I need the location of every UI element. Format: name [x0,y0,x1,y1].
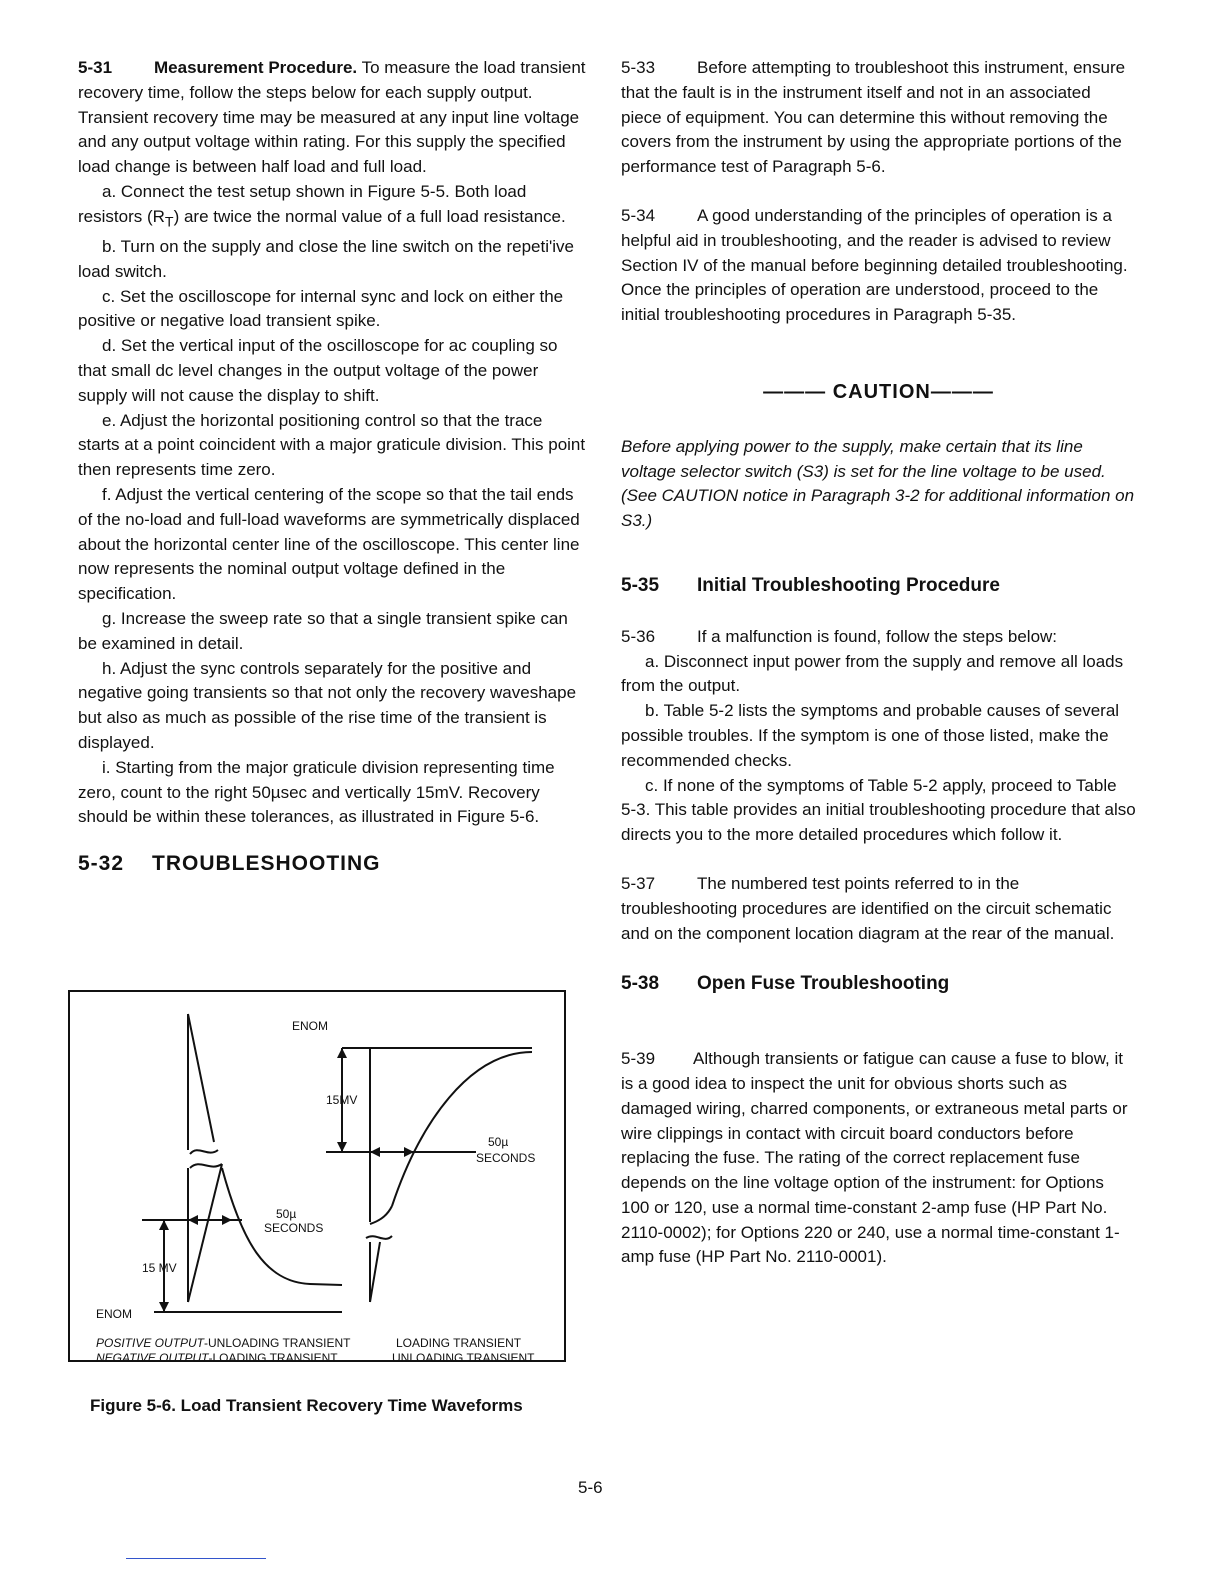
paragraph-5-33 [621,56,1136,180]
figure-5-6 [68,990,566,1362]
left-spike-upper [188,1014,214,1142]
section-title: Open Fuse Troubleshooting [697,973,950,995]
legend-positive-value: -UNLOADING TRANSIENT [204,1336,351,1350]
caution-heading: ——— CAUTION——— [763,380,994,403]
paragraph-5-39 [621,1047,1136,1270]
section-heading-5-35 [621,574,1136,599]
time-left-label-2: SECONDS [264,1221,324,1235]
paragraph-5-34 [621,204,1136,328]
legend-right-1: LOADING TRANSIENT [396,1336,522,1350]
paragraph-text: If a malfunction is found, follow the steps below: [697,626,1058,646]
paragraph-heading: Measurement Procedure. [154,58,358,77]
enom-top-label: ENOM [292,1019,328,1033]
right-break-upper [370,1206,392,1224]
step-e: e. Adjust the horizontal positioning control so that the trace starts at a point coincident with a major graticule division. This point then represents time zero. [78,410,586,480]
paragraph-number: 5-33 [621,58,656,77]
time-right-label-1: 50µ [488,1135,509,1149]
paragraph-text: To measure the load transient recovery time, follow the steps below for each supply output. Transient recovery time may be measured at any input line voltage and any output voltage within rating. For this supply the specified load change is between half load and full load. [78,58,586,177]
left-column [78,56,586,877]
time-right-label-2: SECONDS [476,1151,536,1165]
section-number: 5-32 [78,852,125,876]
section-number: 5-35 [621,574,660,596]
paragraph-number: 5-36 [621,626,656,646]
section-heading-5-38 [621,972,1136,997]
paragraph-text: The numbered test points referred to in the troubleshooting procedures are identified on the circuit schematic and on the component location diagram at the rear of the manual. [621,873,1115,943]
legend-right-2: UNLOADING TRANSIENT [392,1351,535,1364]
step-a [78,180,586,235]
step-a: a. Disconnect input power from the supply and remove all loads from the output. [621,651,1124,696]
step-h: h. Adjust the sync controls separately for the positive and negative going transients so that not only the recovery waveshape but also as much as possible of the rise time of the transient is displayed. [78,658,577,752]
paragraph-text: A good understanding of the principles of operation is a helpful aid in troubleshooting, and the reader is advised to review Section IV of the manual before beginning detailed troubleshooting. Once the principles of operation are understood, proceed to the initial troubleshooting procedures in Paragraph 5-35. [621,205,1128,325]
footer-rule [126,1558,266,1559]
legend-negative-value: -LOADING TRANSIENT [208,1351,338,1364]
mv-right-label: 15MV [326,1093,358,1107]
right-spike-lower [370,1242,380,1302]
left-break-upper [190,1150,218,1154]
enom-bottom-label: ENOM [96,1307,132,1321]
paragraph-text: Although transients or fatigue can cause a fuse to blow, it is a good idea to inspect the unit for obvious shorts such as damaged wiring, charred components, or extraneous metal parts or wire clippings in contact with circuit board conductors before replacing the fuse. The rating of the correct replacement fuse depends on the line voltage option of the instrument: for Options 100 or 120, use a normal time-constant 2-amp fuse (HP Part No. 2110-0002); for Options 220 or 240, use a normal time-constant 1-amp fuse (HP Part No. 2110-0001). [621,1049,1128,1267]
section-title: TROUBLESHOOTING [152,852,381,876]
paragraph-5-37 [621,872,1136,946]
step-b: b. Turn on the supply and close the line switch on the repeti'ive load switch. [78,236,574,281]
step-a-text-2: ) are twice the normal value of a full load resistance. [173,206,566,226]
left-break-lower [190,1164,222,1168]
paragraph-5-36 [621,625,1136,650]
legend-negative-label: NEGATIVE OUTPUT [96,1351,209,1364]
caution-text: Before applying power to the supply, make certain that its line voltage selector switch (S3) is set for the line voltage to be used. (See CAUTION notice in Paragraph 3-2 for additional information on S3.) [621,436,1135,531]
section-number: 5-38 [621,973,660,995]
page-number: 5-6 [578,1478,603,1497]
step-b: b. Table 5-2 lists the symptoms and probable causes of several possible troubles. If the symptom is one of those listed, make the recommended checks. [621,701,1120,770]
figure-caption: Figure 5-6. Load Transient Recovery Time Waveforms [90,1396,523,1415]
step-i: i. Starting from the major graticule division representing time zero, count to the right 50µsec and vertically 15mV. Recovery should be within these tolerances, as illustrated in Figure 5-6. [78,757,555,827]
paragraph-number: 5-34 [621,205,656,225]
waveform-diagram [70,992,568,1364]
paragraph-number: 5-37 [621,873,656,893]
subscript-t: T [164,214,174,231]
right-break-lower [366,1236,392,1239]
right-column [621,56,1136,1270]
paragraph-number: 5-31 [78,58,113,77]
time-left-label-1: 50µ [276,1207,297,1221]
section-heading-5-32 [78,852,586,877]
paragraph-number: 5-39 [621,1049,656,1069]
step-d: d. Set the vertical input of the oscilloscope for ac coupling so that small dc level changes in the output voltage of the power supply will not cause the display to shift. [78,336,558,405]
step-c: c. If none of the symptoms of Table 5-2 apply, proceed to Table 5-3. This table provides an initial troubleshooting procedure that also directs you to the more detailed procedures which follow it. [621,775,1136,845]
paragraph-text: Before attempting to troubleshoot this instrument, ensure that the fault is in the instrument itself and not in an associated piece of equipment. You can determine this without removing the covers from the instrument by using the appropriate portions of the performance test of Paragraph 5-6. [621,58,1126,177]
legend-positive [96,1336,351,1350]
step-f: f. Adjust the vertical centering of the scope so that the tail ends of the no-load and full-load waveforms are symmetrically displaced about the horizontal center line of the oscilloscope. This center line now represents the nominal output voltage defined in the specification. [78,484,580,604]
caution-title: CAUTION [832,380,931,403]
right-recovery-curve [392,1052,532,1206]
paragraph-5-31 [78,56,586,180]
step-a-text-1: a. Connect the test setup shown in Figure 5-5. Both load resistors (R [78,181,527,226]
mv-left-label: 15 MV [142,1261,177,1275]
left-vertical-lower [188,1164,222,1302]
legend-positive-label: POSITIVE OUTPUT [96,1336,205,1350]
step-c: c. Set the oscilloscope for internal sync and lock on either the positive or negative load transient spike. [78,286,564,331]
legend-negative [96,1351,338,1364]
section-title: Initial Troubleshooting Procedure [697,574,1000,596]
step-g: g. Increase the sweep rate so that a single transient spike can be examined in detail. [78,608,568,653]
